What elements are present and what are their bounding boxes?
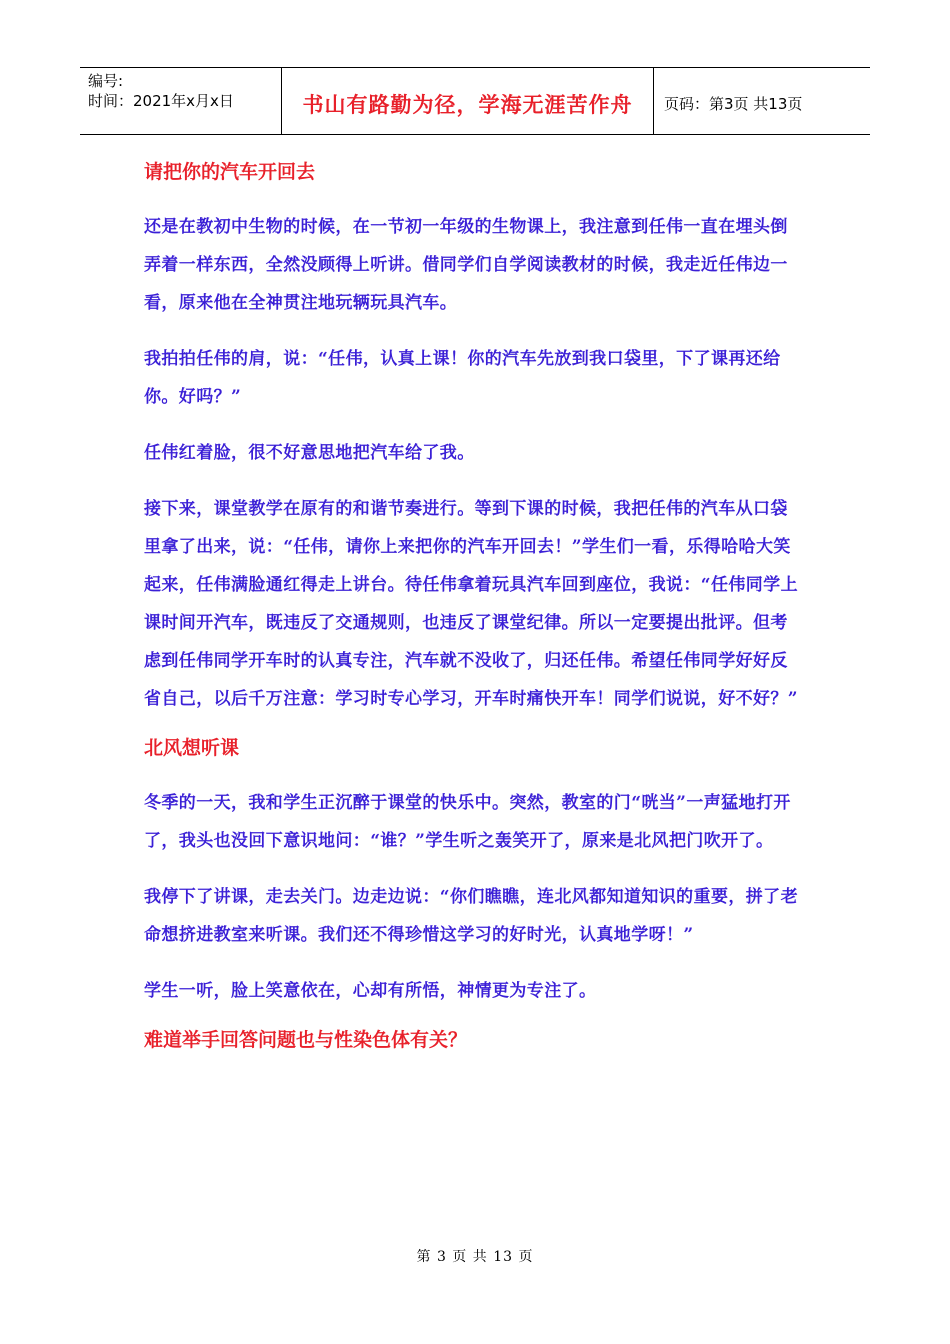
paragraph: 学生一听，脸上笑意依在，心却有所悟，神情更为专注了。: [144, 981, 597, 1001]
header-motto: 书山有路勤为径，学海无涯苦作舟: [281, 68, 654, 134]
section-title: 请把你的汽车开回去: [144, 161, 316, 183]
paragraph: 接下来，课堂教学在原有的和谐节奏进行。等到下课的时候，我把任伟的汽车从口袋里拿了出来，说：“任伟，请你上来把你的汽车开回去！”学生们一看，乐得哈哈大笑起来，任伟满脸通红得走上讲台。待任伟拿着玩具汽车回到座位，我说：“任伟同学上课时间开汽车，既违反了交通规则，也违反了课堂纪律。所以一定要提出批评。但考虑到任伟同学开车时的认真专注，汽车就不没收了，归还任伟。希望任伟同学好好反省自己，以后千万注意：学习时专心学习，开车时痛快开车！同学们说说，好不好？”: [144, 499, 798, 709]
section-car: [144, 160, 804, 718]
paragraph: 还是在教初中生物的时候，在一节初一年级的生物课上，我注意到任伟一直在埋头倒弄着一样东西，全然没顾得上听讲。借同学们自学阅读教材的时候，我走近任伟边一看，原来他在全神贯注地玩辆玩具汽车。: [144, 217, 788, 313]
section-north-wind: [144, 736, 804, 1010]
header-page-info: 页码：第3页 共13页: [664, 94, 803, 113]
paragraph: 任伟红着脸，很不好意思地把汽车给了我。: [144, 443, 475, 463]
section-chromosome: [144, 1028, 804, 1052]
header-meta: [80, 68, 281, 134]
paragraph: 冬季的一天，我和学生正沉醉于课堂的快乐中。突然，教室的门“咣当”一声猛地打开了，我头也没回下意识地问：“谁？”学生听之轰笑开了，原来是北风把门吹开了。: [144, 793, 791, 851]
page-header: [80, 67, 870, 135]
paragraph: 我停下了讲课，走去关门。边走边说：“你们瞧瞧，连北风都知道知识的重要，拼了老命想挤进教室来听课。我们还不得珍惜这学习的好时光，认真地学呀！”: [144, 887, 798, 945]
section-title: 难道举手回答问题也与性染色体有关？: [144, 1029, 468, 1051]
paragraph: 我拍拍任伟的肩，说：“任伟，认真上课！你的汽车先放到我口袋里，下了课再还给你。好吗？”: [144, 349, 781, 407]
section-title: 北风想听课: [144, 737, 240, 759]
document-body: [144, 150, 804, 1076]
serial-label: 编号:: [88, 72, 124, 90]
time-label: 时间：2021年x月x日: [88, 92, 234, 110]
page-footer: 第 3 页 共 13 页: [416, 1249, 534, 1265]
